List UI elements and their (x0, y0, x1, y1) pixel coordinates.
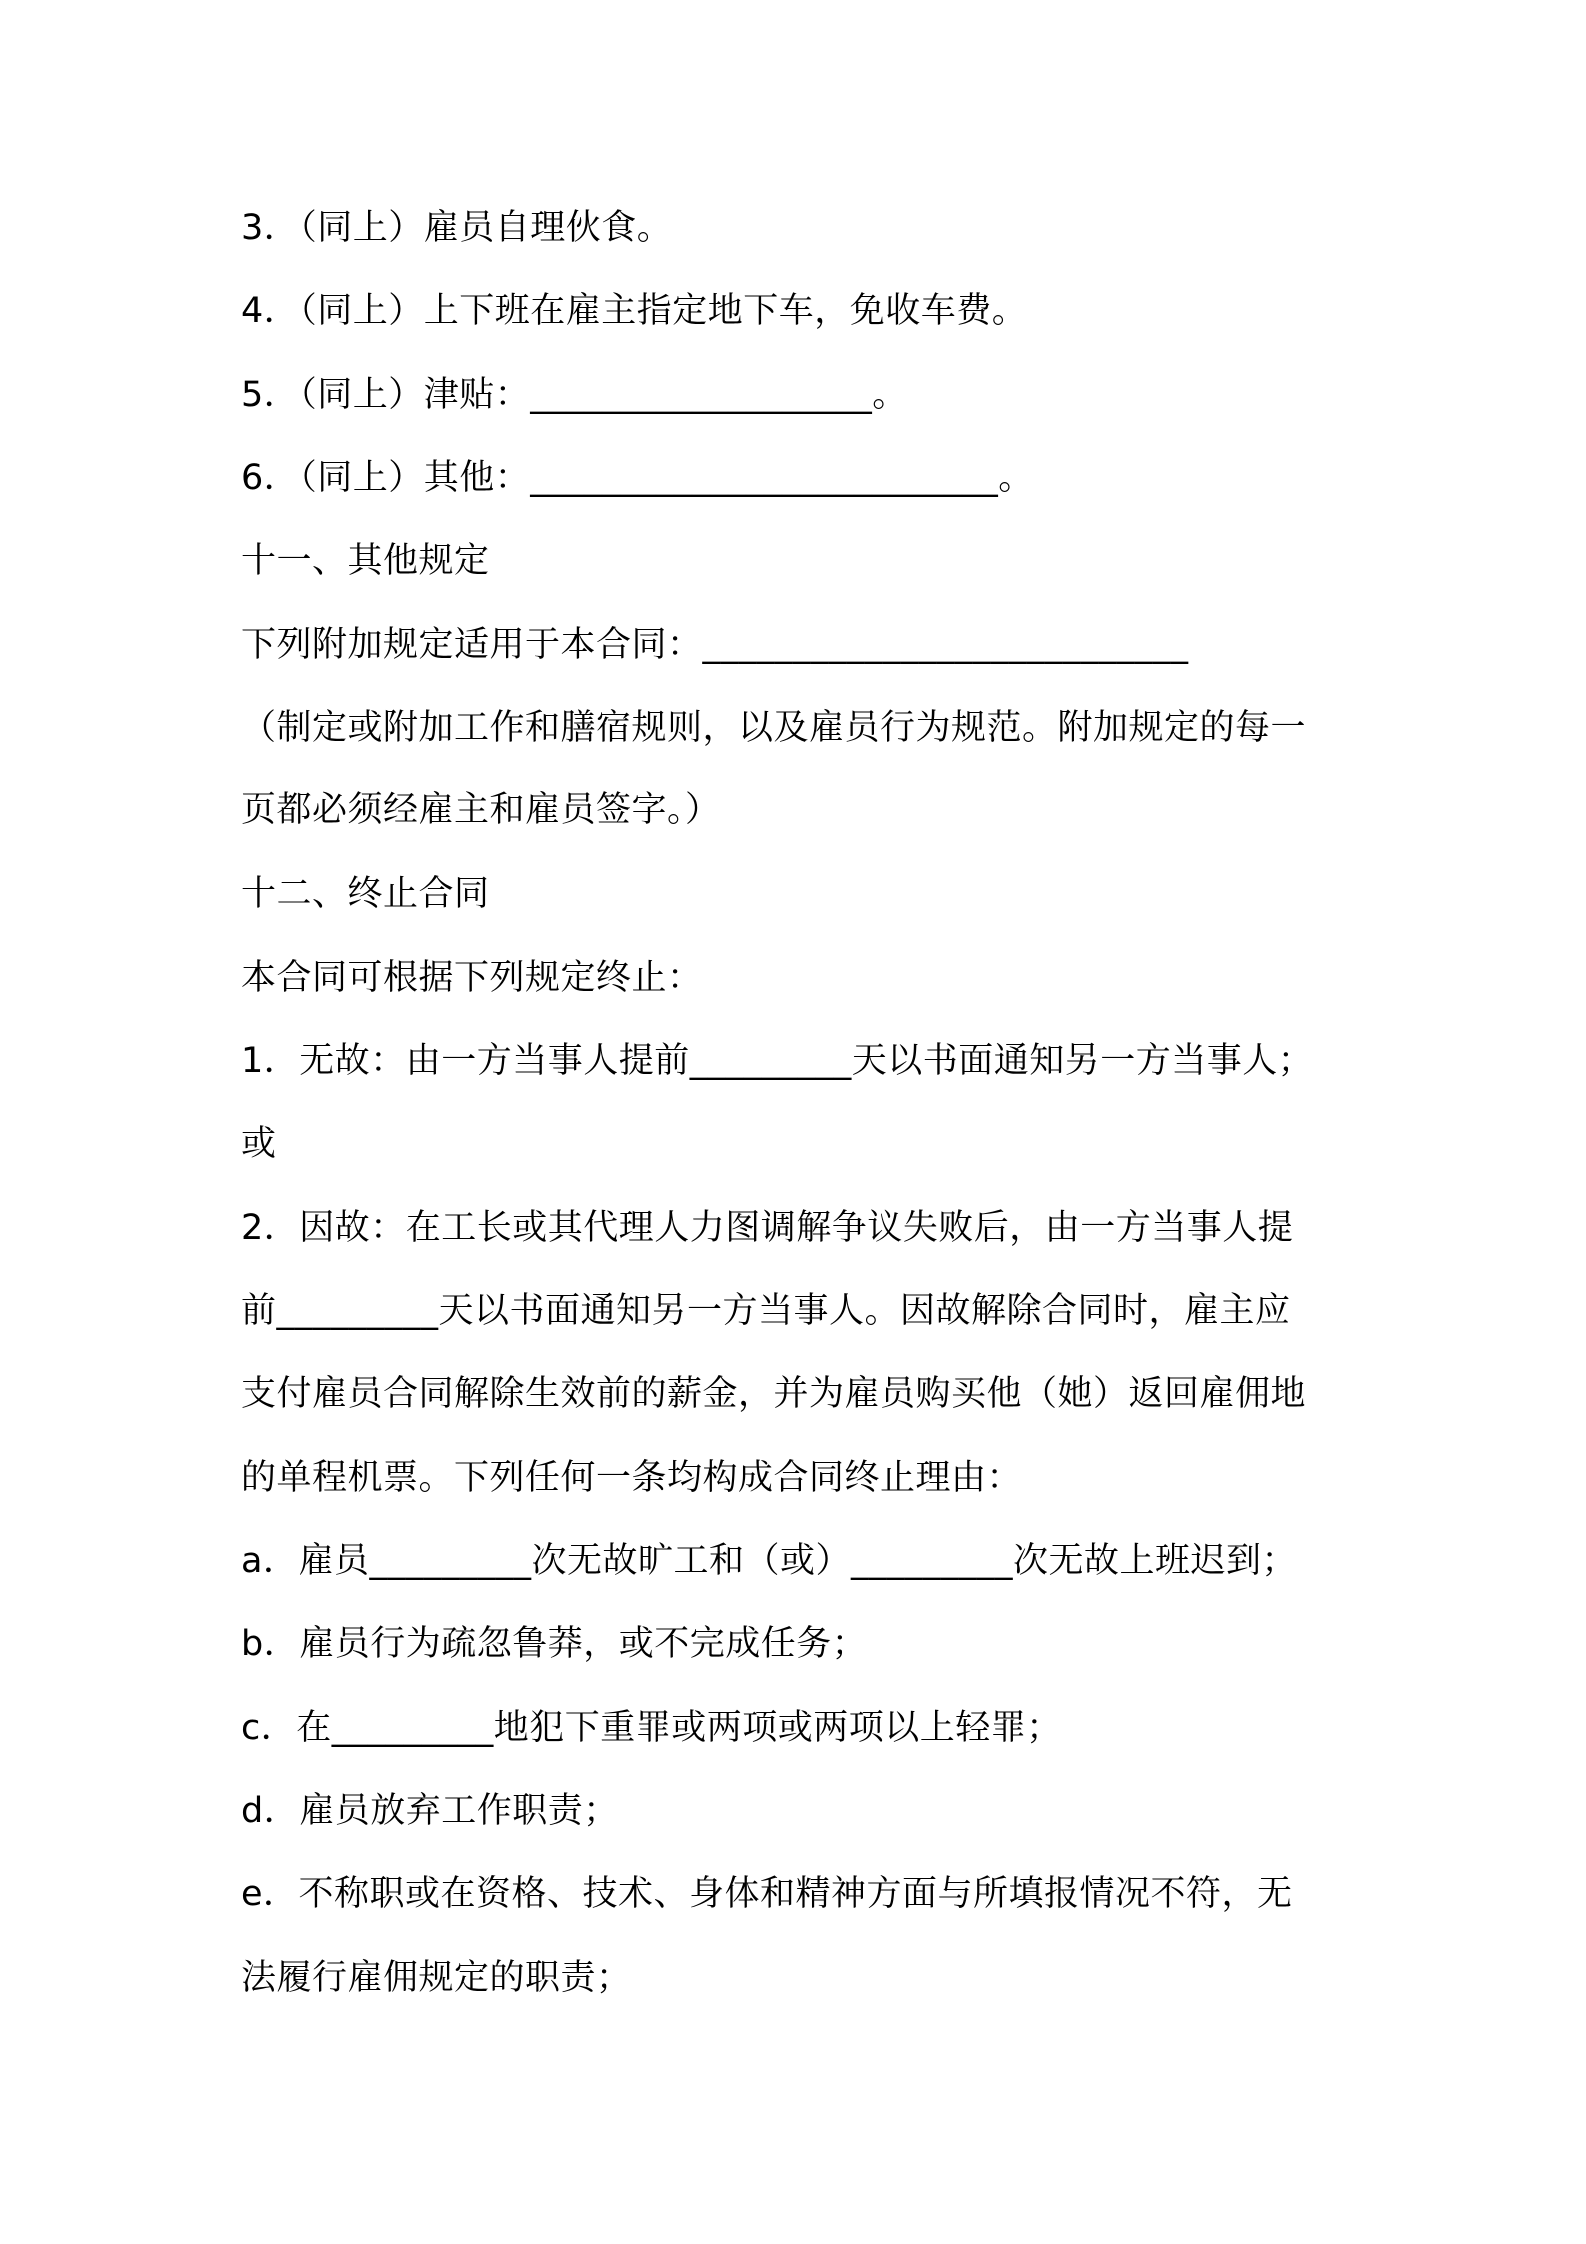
reason-e-line2: 法履行雇佣规定的职责； (241, 1958, 632, 1998)
reason-d: d．雇员放弃工作职责； (241, 1791, 619, 1831)
additional-rules-text: 下列附加规定适用于本合同：___________________________ (241, 625, 1189, 665)
termination-clause-2-line2: 前_________天以书面通知另一方当事人。因故解除合同时，雇主应 (241, 1291, 1291, 1331)
clause-5-allowance: 5．（同上）津贴：___________________。 (241, 375, 908, 415)
reason-c: c．在_________地犯下重罪或两项或两项以上轻罪； (241, 1708, 1062, 1748)
reason-a: a．雇员_________次无故旷工和（或）_________次无故上班迟到； (241, 1541, 1297, 1581)
clause-4-transport: 4．（同上）上下班在雇主指定地下车，免收车费。 (241, 291, 1028, 331)
section-11-heading: 十一、其他规定 (241, 541, 490, 581)
additional-rules-note-line1: （制定或附加工作和膳宿规则，以及雇员行为规范。附加规定的每一 (241, 708, 1307, 748)
termination-clause-2-line4: 的单程机票。下列任何一条均构成合同终止理由： (241, 1458, 1023, 1498)
termination-clause-1-cont: 或 (241, 1124, 277, 1164)
additional-rules-note-line2: 页都必须经雇主和雇员签字。） (241, 790, 721, 830)
termination-clause-2-line3: 支付雇员合同解除生效前的薪金，并为雇员购买他（她）返回雇佣地 (241, 1374, 1307, 1414)
termination-intro: 本合同可根据下列规定终止： (241, 958, 703, 998)
clause-6-other: 6．（同上）其他：__________________________。 (241, 458, 1034, 498)
reason-e-line1: e．不称职或在资格、技术、身体和精神方面与所填报情况不符，无 (241, 1874, 1293, 1914)
clause-3-meals: 3．（同上）雇员自理伙食。 (241, 208, 673, 248)
termination-clause-1: 1．无故：由一方当事人提前_________天以书面通知另一方当事人； (241, 1041, 1314, 1081)
termination-clause-2-line1: 2．因故：在工长或其代理人力图调解争议失败后，由一方当事人提 (241, 1208, 1294, 1248)
reason-b: b．雇员行为疏忽鲁莽，或不完成任务； (241, 1624, 868, 1664)
section-12-heading: 十二、终止合同 (241, 874, 490, 914)
